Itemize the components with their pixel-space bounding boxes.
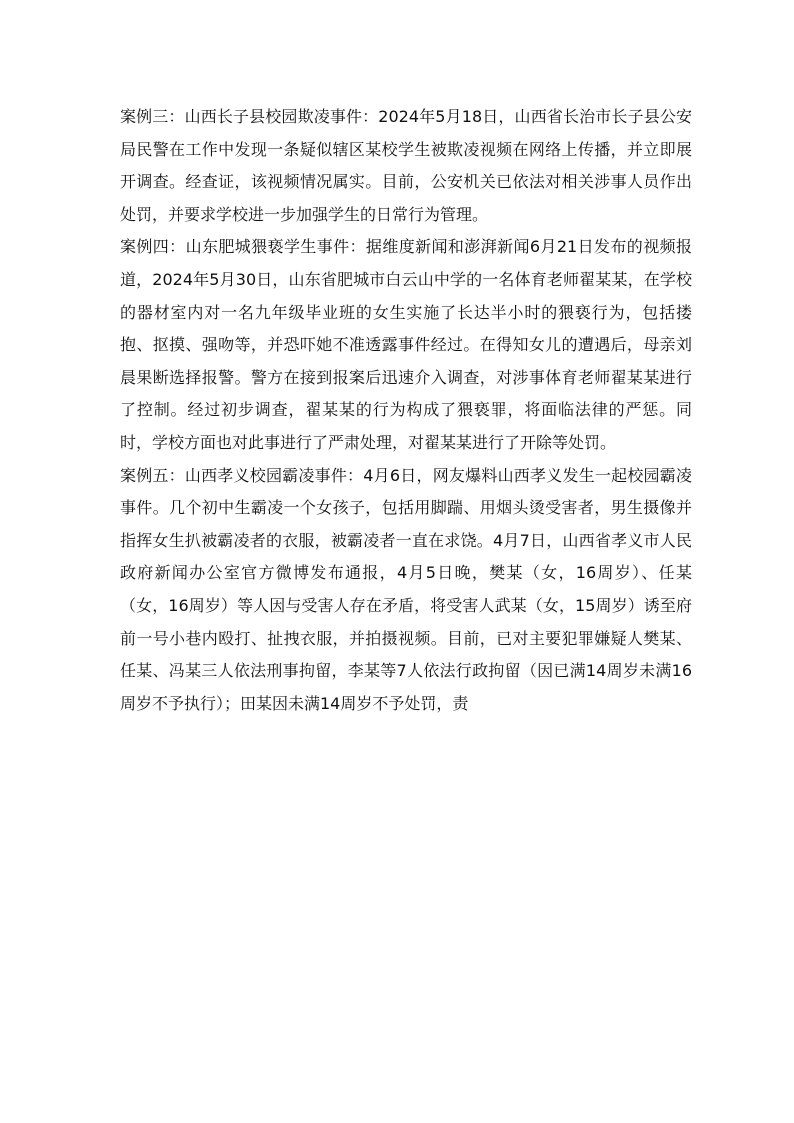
paragraph-case-four: 案例四：山东肥城猥亵学生事件：据维度新闻和澎湃新闻6月21日发布的视频报道，2024年5月30日，山东省肥城市白云山中学的一名体育老师翟某某，在学校的器材室内对一名九年级毕业班的女生实施了长达半小时的猥亵行为，包括搂抱、抠摸、强吻等，并恐吓她不准透露事件经过。在得知女儿的遭遇后，母亲刘晨果断选择报警。警方在接到报案后迅速介入调查，对涉事体育老师翟某某进行了控制。经过初步调查，翟某某的行为构成了猥亵罪，将面临法律的严惩。同时，学校方面也对此事进行了严肃处理，对翟某某进行了开除等处罚。 [120,237,692,452]
paragraph-case-five: 案例五：山西孝义校园霸凌事件：4月6日，网友爆料山西孝义发生一起校园霸凌事件。几个初中生霸凌一个女孩子，包括用脚踹、用烟头烫受害者，男生摄像并指挥女生扒被霸凌者的衣服，被霸凌者一直在求饶。4月7日，山西省孝义市人民政府新闻办公室官方微博发布通报，4月5日晚，樊某（女，16周岁）、任某（女，16周岁）等人因与受害人存在矛盾，将受害人武某（女，15周岁）诱至府前一号小巷内殴打、扯拽衣服，并拍摄视频。目前，已对主要犯罪嫌疑人樊某、任某、冯某三人依法刑事拘留，李某等7人依法行政拘留（因已满14周岁未满16周岁不予执行）；田某因未满14周岁不予处罚，责 [120,465,692,713]
document-body [120,101,692,720]
paragraph-case-three: 案例三：山西长子县校园欺凌事件：2024年5月18日，山西省长治市长子县公安局民警在工作中发现一条疑似辖区某校学生被欺凌视频在网络上传播，并立即展开调查。经查证，该视频情况属实。目前，公安机关已依法对相关涉事人员作出处罚，并要求学校进一步加强学生的日常行为管理。 [120,107,692,224]
